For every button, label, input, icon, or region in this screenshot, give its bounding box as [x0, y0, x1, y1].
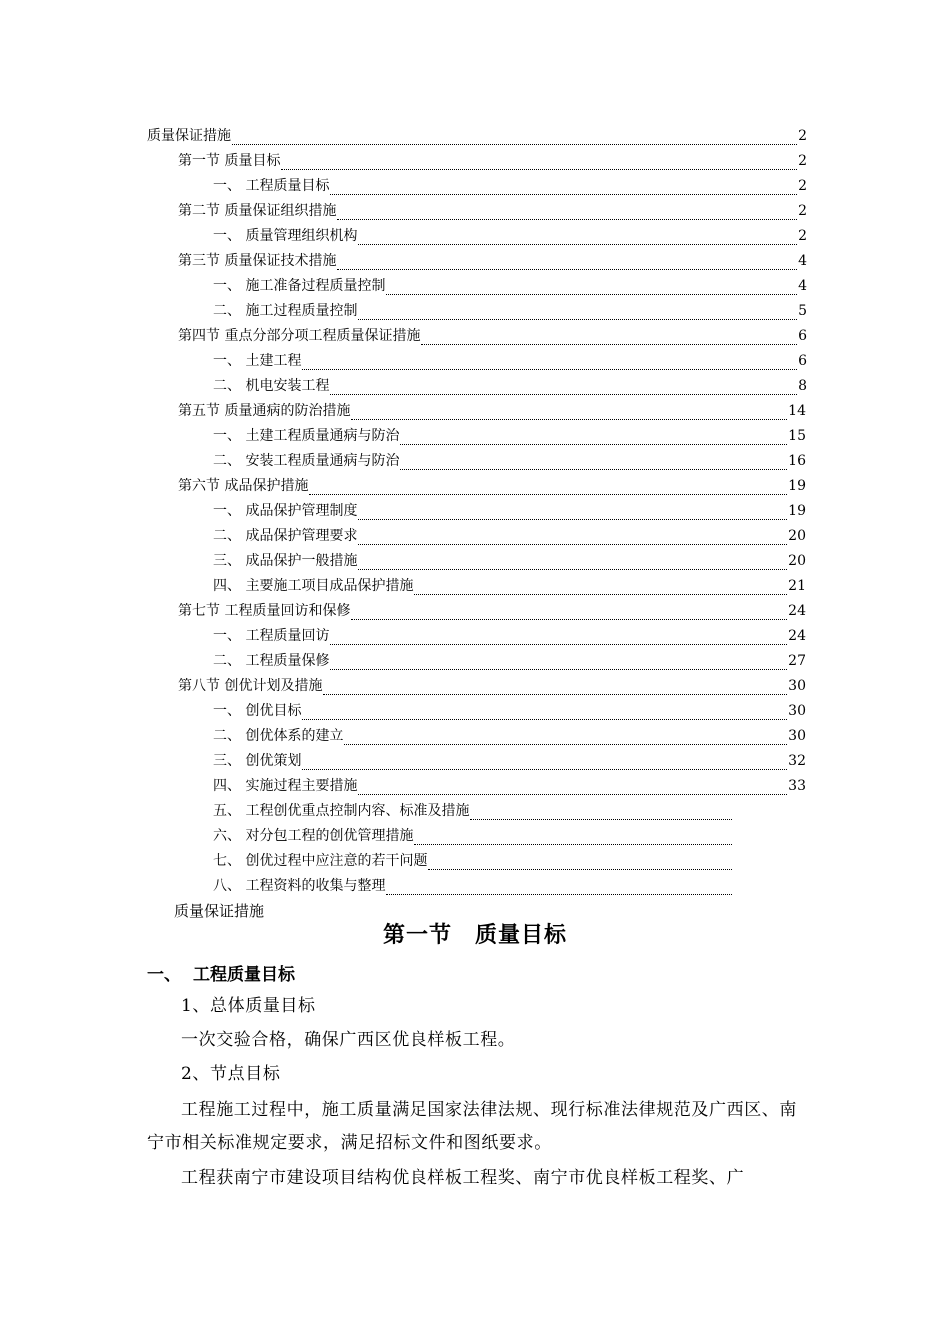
toc-entry-label: 第一节 质量目标: [178, 153, 281, 169]
toc-entry[interactable]: [213, 552, 806, 570]
sub-heading-number: 一、: [147, 965, 181, 985]
toc-entry-label: 四、 主要施工项目成品保护措施: [213, 578, 414, 594]
toc-entry-page: 21: [788, 578, 806, 594]
toc-entry-page: 2: [798, 228, 807, 244]
toc-entry-label: 八、 工程资料的收集与整理: [213, 878, 386, 894]
toc-dot-leader: [470, 807, 732, 820]
toc-entry-page: 2: [798, 203, 807, 219]
toc-entry-page: 32: [788, 753, 806, 769]
toc-entry[interactable]: [178, 252, 807, 270]
toc-dot-leader: [414, 832, 732, 845]
toc-entry-page: 20: [788, 528, 806, 544]
toc-entry[interactable]: [178, 602, 806, 620]
toc-entry[interactable]: [213, 827, 733, 845]
toc-entry-page: 6: [798, 328, 807, 344]
toc-entry[interactable]: [213, 802, 733, 820]
toc-dot-leader: [428, 857, 732, 870]
toc-entry-label: 一、 施工准备过程质量控制: [213, 278, 386, 294]
toc-entry-label: 一、 工程质量目标: [213, 178, 330, 194]
toc-entry-label: 二、 创优体系的建立: [213, 728, 344, 744]
toc-dot-leader: [302, 357, 797, 370]
toc-entry-page: 14: [788, 403, 806, 419]
toc-dot-leader: [330, 382, 797, 395]
toc-dot-leader: [421, 332, 797, 345]
toc-entry[interactable]: [213, 652, 806, 670]
toc-entry[interactable]: [213, 302, 807, 320]
toc-dot-leader: [386, 882, 732, 895]
toc-entry-label: 六、 对分包工程的创优管理措施: [213, 828, 414, 844]
sub-heading-text: 工程质量目标: [193, 965, 295, 985]
toc-entry[interactable]: [213, 502, 806, 520]
toc-entry[interactable]: [178, 677, 806, 695]
toc-entry-label: 四、 实施过程主要措施: [213, 778, 358, 794]
toc-entry-label: 二、 工程质量保修: [213, 653, 330, 669]
toc-entry[interactable]: [213, 452, 806, 470]
toc-entry[interactable]: [213, 577, 806, 595]
toc-entry-label: 三、 成品保护一般措施: [213, 553, 358, 569]
toc-dot-leader: [351, 607, 787, 620]
body-paragraph: 工程施工过程中，施工质量满足国家法律法规、现行标准法律规范及广西区、南宁市相关标准规定要求，满足招标文件和图纸要求。: [147, 1100, 797, 1153]
toc-entry[interactable]: [178, 402, 806, 420]
toc-dot-leader: [344, 732, 787, 745]
toc-entry-page: 5: [798, 303, 807, 319]
body-paragraph: 2、节点目标: [181, 1064, 281, 1084]
toc-entry-page: 30: [788, 678, 806, 694]
toc-entry-page: 15: [788, 428, 806, 444]
toc-entry-label: 一、 创优目标: [213, 703, 302, 719]
toc-entry-page: 20: [788, 553, 806, 569]
toc-entry-page: 2: [798, 128, 807, 144]
toc-entry-page: 30: [788, 703, 806, 719]
toc-entry[interactable]: [178, 327, 807, 345]
toc-dot-leader: [302, 707, 787, 720]
toc-entry-label: 二、 施工过程质量控制: [213, 303, 358, 319]
toc-entry-page: 6: [798, 353, 807, 369]
toc-dot-leader: [232, 132, 797, 145]
toc-entry-label: 二、 机电安装工程: [213, 378, 330, 394]
toc-entry-label: 三、 创优策划: [213, 753, 302, 769]
toc-entry-page: 4: [798, 278, 807, 294]
toc-dot-leader: [400, 432, 787, 445]
toc-entry-label: 第七节 工程质量回访和保修: [178, 603, 351, 619]
toc-entry-label: 一、 成品保护管理制度: [213, 503, 358, 519]
toc-entry[interactable]: [213, 352, 807, 370]
toc-dot-leader: [358, 557, 787, 570]
toc-entry[interactable]: [213, 702, 806, 720]
toc-entry-page: 24: [788, 628, 806, 644]
toc-entry[interactable]: [213, 777, 806, 795]
toc-entry[interactable]: [213, 752, 806, 770]
toc-entry-label: 一、 土建工程: [213, 353, 302, 369]
toc-dot-leader: [323, 682, 787, 695]
toc-dot-leader: [400, 457, 787, 470]
toc-entry-label: 第八节 创优计划及措施: [178, 678, 323, 694]
toc-dot-leader: [281, 157, 797, 170]
toc-entry-page: 2: [798, 178, 807, 194]
toc-entry[interactable]: [213, 277, 807, 295]
toc-dot-leader: [358, 232, 797, 245]
toc-entry-page: 8: [798, 378, 807, 394]
toc-dot-leader: [330, 182, 797, 195]
toc-entry-label: 二、 安装工程质量通病与防治: [213, 453, 400, 469]
toc-entry[interactable]: [213, 727, 806, 745]
toc-entry[interactable]: [213, 627, 806, 645]
body-paragraph: 1、总体质量目标: [181, 996, 316, 1016]
toc-entry-page: 27: [788, 653, 806, 669]
toc-entry[interactable]: [213, 177, 807, 195]
section-heading: 第一节 质量目标: [382, 923, 567, 948]
toc-entry[interactable]: [178, 477, 806, 495]
toc-dot-leader: [358, 532, 787, 545]
toc-dot-leader: [337, 207, 797, 220]
body-paragraph: 工程获南宁市建设项目结构优良样板工程奖、南宁市优良样板工程奖、广: [181, 1168, 745, 1188]
toc-entry[interactable]: [213, 527, 806, 545]
toc-entry[interactable]: [213, 877, 733, 895]
toc-dot-leader: [330, 632, 787, 645]
toc-entry-label: 一、 工程质量回访: [213, 628, 330, 644]
toc-entry-label: 五、 工程创优重点控制内容、标准及措施: [213, 803, 470, 819]
toc-entry[interactable]: [178, 202, 807, 220]
toc-entry-page: 16: [788, 453, 806, 469]
toc-entry[interactable]: [213, 427, 806, 445]
document-title: 质量保证措施: [174, 902, 265, 920]
toc-entry-page: 30: [788, 728, 806, 744]
toc-entry-label: 第六节 成品保护措施: [178, 478, 309, 494]
toc-entry-page: 19: [788, 503, 806, 519]
toc-dot-leader: [337, 257, 797, 270]
toc-entry[interactable]: [213, 377, 807, 395]
toc-dot-leader: [386, 282, 797, 295]
toc-dot-leader: [302, 757, 787, 770]
body-paragraph: 一次交验合格，确保广西区优良样板工程。: [181, 1030, 516, 1050]
toc-entry-label: 第四节 重点分部分项工程质量保证措施: [178, 328, 421, 344]
toc-entry-label: 第二节 质量保证组织措施: [178, 203, 337, 219]
toc-entry[interactable]: [178, 152, 807, 170]
toc-entry[interactable]: [213, 227, 807, 245]
toc-entry-label: 质量保证措施: [147, 128, 231, 144]
toc-dot-leader: [330, 657, 787, 670]
toc-dot-leader: [414, 582, 787, 595]
toc-dot-leader: [358, 507, 787, 520]
toc-entry-label: 七、 创优过程中应注意的若干问题: [213, 853, 428, 869]
toc-entry-label: 第五节 质量通病的防治措施: [178, 403, 351, 419]
toc-entry-page: 24: [788, 603, 806, 619]
toc-entry-page: 2: [798, 153, 807, 169]
toc-entry-page: 33: [788, 778, 806, 794]
toc-dot-leader: [309, 482, 787, 495]
toc-dot-leader: [351, 407, 787, 420]
toc-entry-label: 一、 土建工程质量通病与防治: [213, 428, 400, 444]
toc-entry[interactable]: [147, 127, 807, 145]
toc-entry[interactable]: [213, 852, 733, 870]
toc-dot-leader: [358, 307, 797, 320]
toc-entry-label: 一、 质量管理组织机构: [213, 228, 358, 244]
toc-entry-label: 二、 成品保护管理要求: [213, 528, 358, 544]
toc-entry-page: 19: [788, 478, 806, 494]
toc-entry-label: 第三节 质量保证技术措施: [178, 253, 337, 269]
toc-entry-page: 4: [798, 253, 807, 269]
toc-dot-leader: [358, 782, 787, 795]
sub-heading: [147, 960, 295, 985]
